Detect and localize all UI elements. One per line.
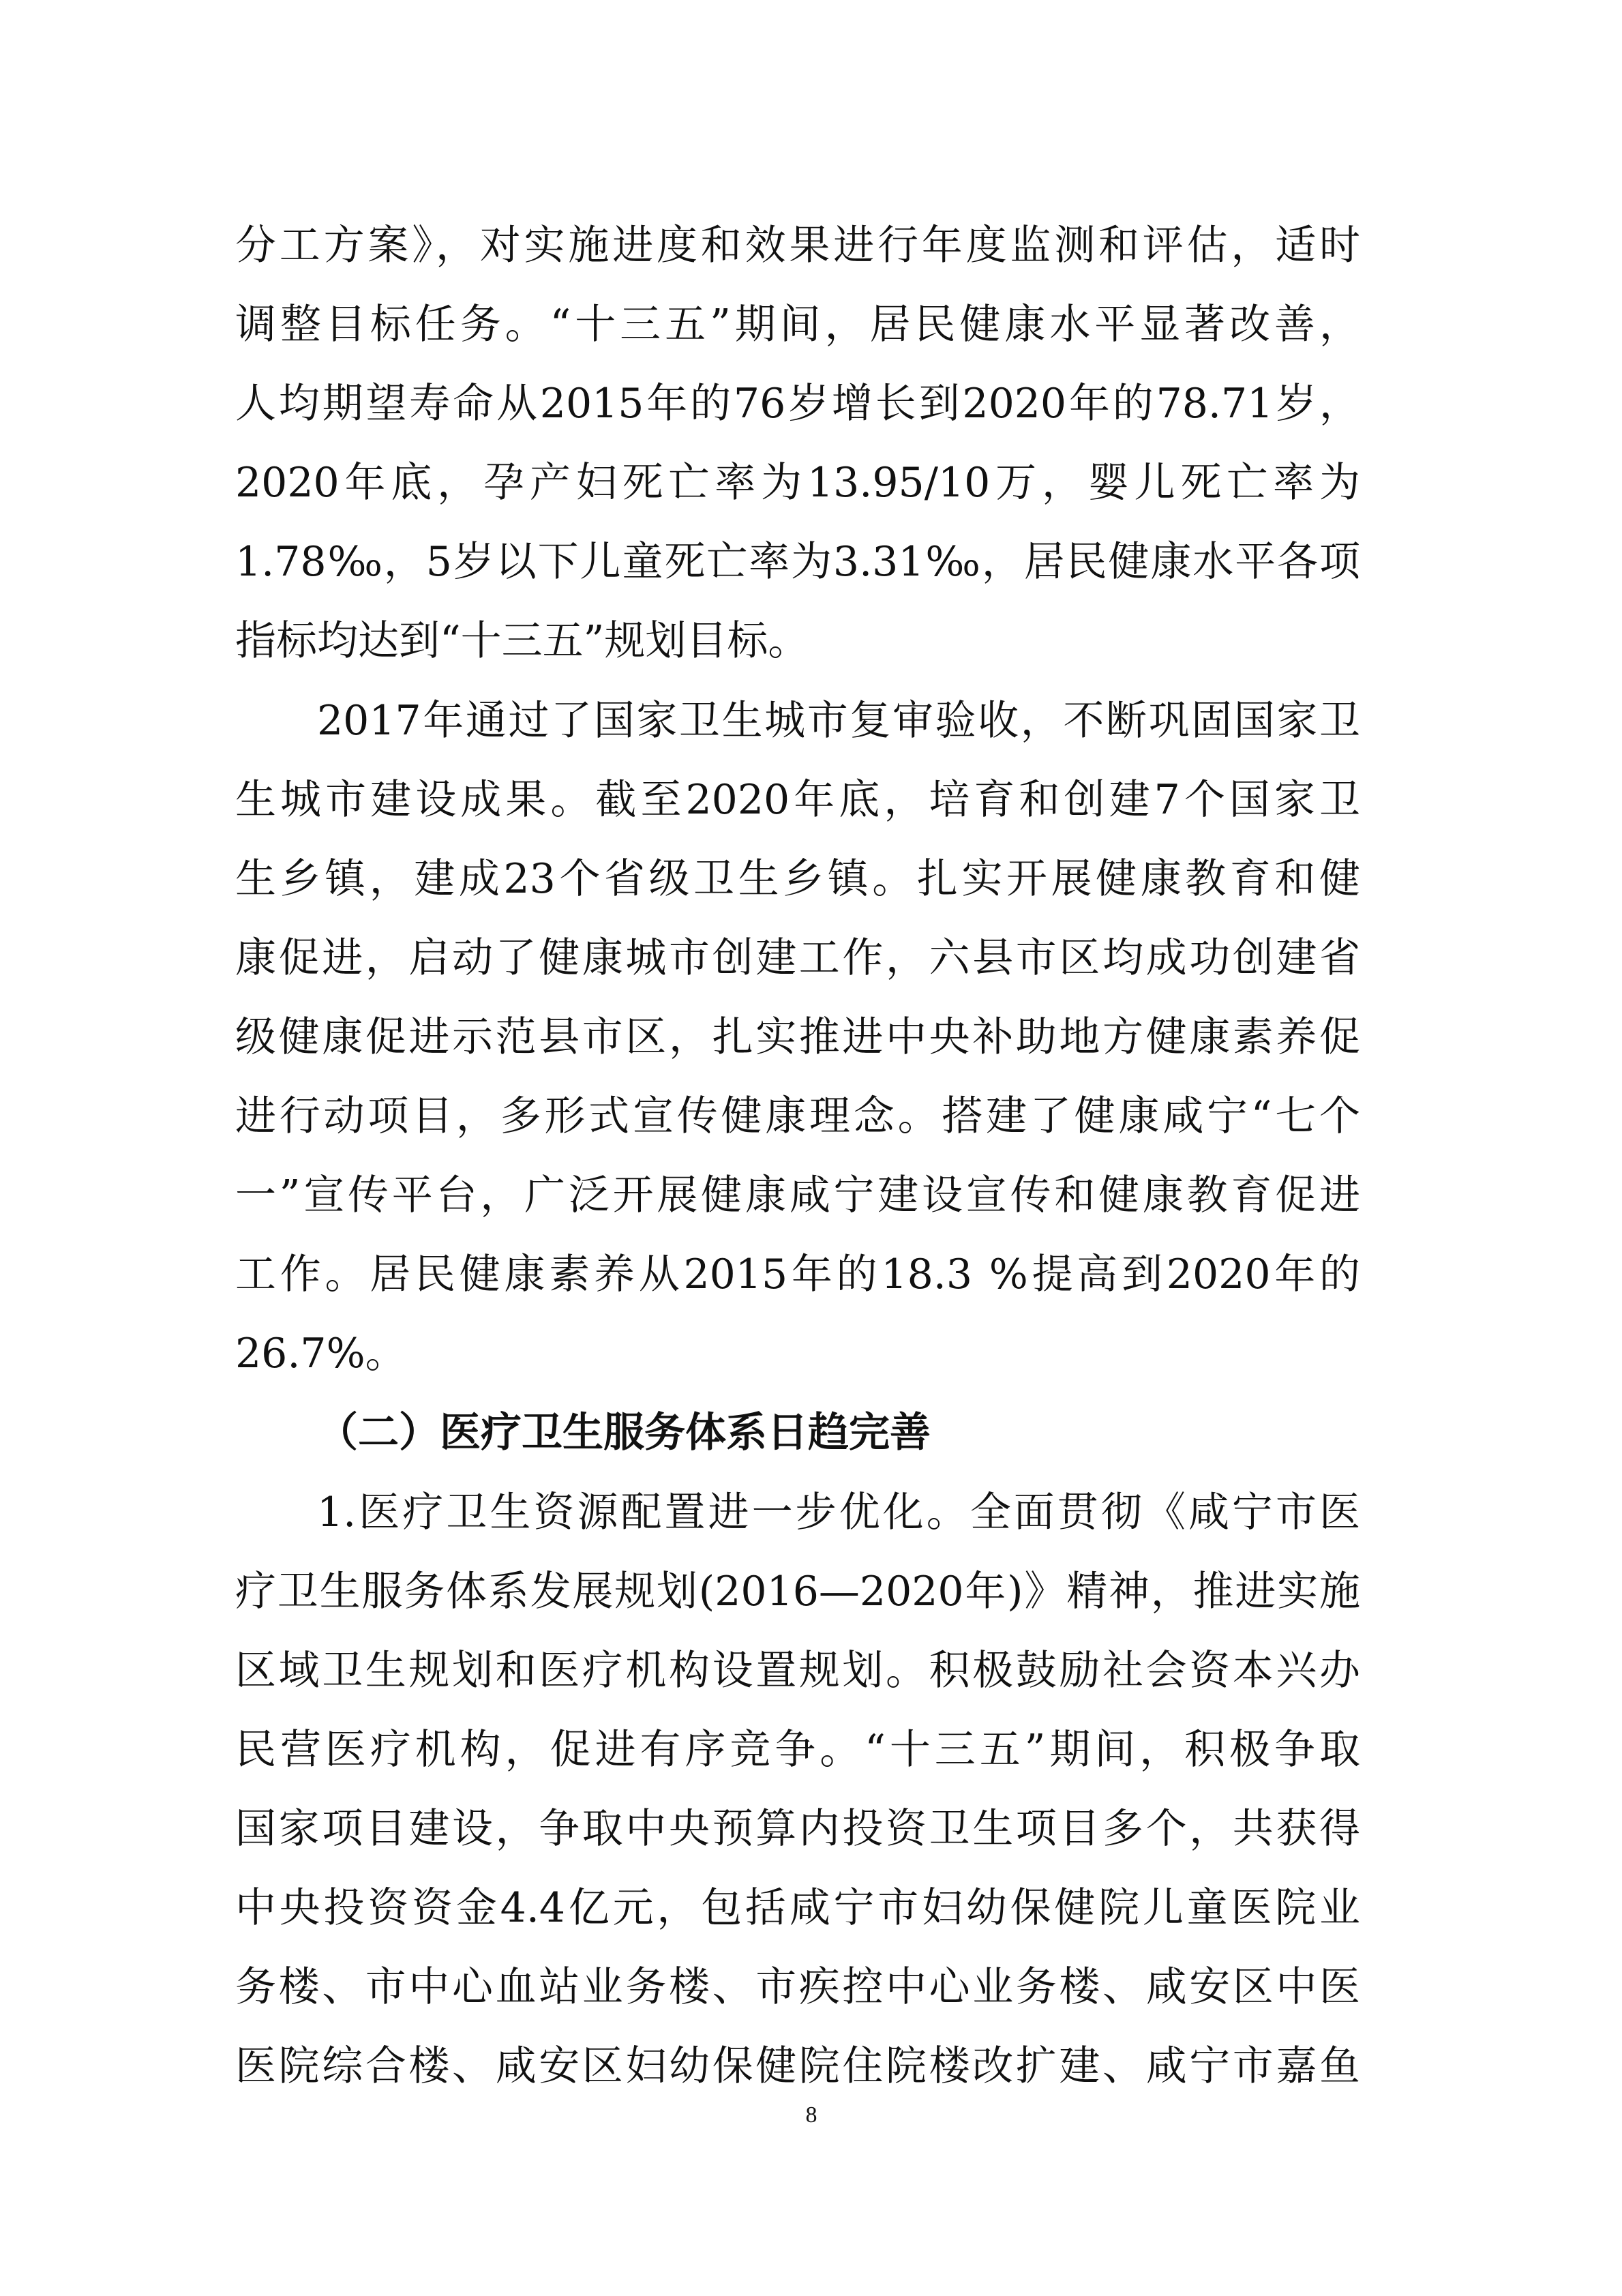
text-line: 国家项目建设，争取中央预算内投资卫生项目多个，共获得 (235, 1805, 1360, 1853)
text-line: 调整目标任务。“十三五”期间，居民健康水平显著改善， (235, 301, 1360, 348)
text-line: 民营医疗机构，促进有序竞争。“十三五”期间，积极争取 (235, 1726, 1360, 1774)
text-line: 人均期望寿命从2015年的76岁增长到2020年的78.71岁， (235, 380, 1360, 428)
text-line: 分工方案》，对实施进度和效果进行年度监测和评估，适时 (235, 222, 1360, 269)
text-line: 2020年底，孕产妇死亡率为13.95/10万，婴儿死亡率为 (235, 459, 1360, 507)
text-line: 疗卫生服务体系发展规划(2016—2020年)》精神，推进实施 (235, 1568, 1360, 1615)
text-line: 指标均达到“十三五”规划目标。 (235, 617, 809, 665)
text-line: 级健康促进示范县市区，扎实推进中央补助地方健康素养促 (235, 1013, 1360, 1061)
text-line: 康促进，启动了健康城市创建工作，六县市区均成功创建省 (235, 934, 1360, 982)
text-line: 26.7%。 (235, 1330, 406, 1377)
section-heading: （二）医疗卫生服务体系日趋完善 (317, 1409, 931, 1457)
text-line: 工作。居民健康素养从2015年的18.3 %提高到2020年的 (235, 1251, 1360, 1298)
text-line: 医院综合楼、咸安区妇幼保健院住院楼改扩建、咸宁市嘉鱼 (235, 2042, 1360, 2090)
text-line: 进行动项目，多形式宣传健康理念。搭建了健康咸宁“七个 (235, 1092, 1360, 1140)
text-line: 1.78‰，5岁以下儿童死亡率为3.31‰，居民健康水平各项 (235, 538, 1360, 586)
text-line: 区域卫生规划和医疗机构设置规划。积极鼓励社会资本兴办 (235, 1647, 1360, 1695)
page-number: 8 (805, 2102, 817, 2128)
text-line: 2017年通过了国家卫生城市复审验收，不断巩固国家卫 (317, 697, 1360, 745)
text-line: 中央投资资金4.4亿元，包括咸宁市妇幼保健院儿童医院业 (235, 1884, 1360, 1932)
text-line: 生城市建设成果。截至2020年底，培育和创建7个国家卫 (235, 776, 1360, 824)
text-line: 1.医疗卫生资源配置进一步优化。全面贯彻《咸宁市医 (317, 1489, 1360, 1536)
text-line: 务楼、市中心血站业务楼、市疾控中心业务楼、咸安区中医 (235, 1963, 1360, 2011)
text-line: 一”宣传平台，广泛开展健康咸宁建设宣传和健康教育促进 (235, 1172, 1360, 1219)
text-line: 生乡镇，建成23个省级卫生乡镇。扎实开展健康教育和健 (235, 855, 1360, 903)
